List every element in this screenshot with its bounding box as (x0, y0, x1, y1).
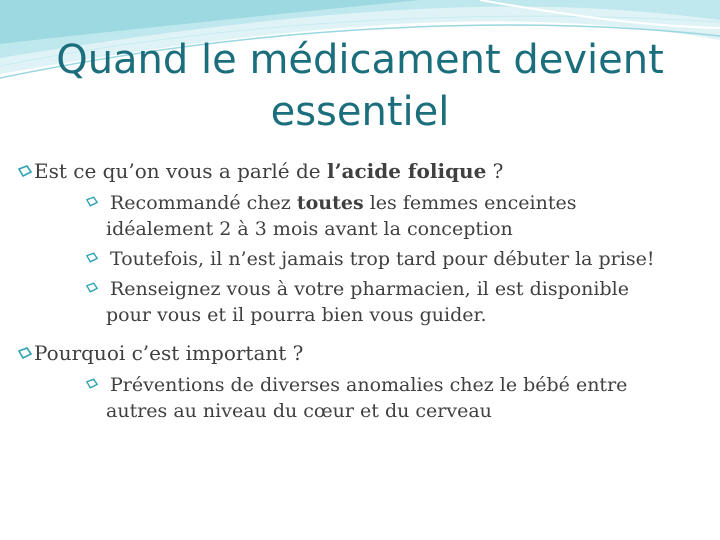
sub-bullet-renseignez (12, 276, 712, 328)
slide-title-line-1: Quand le médicament devient (56, 37, 664, 83)
sub-bullet-continuation: autres au niveau du cœur et du cerveau (106, 400, 492, 422)
sub-bullet-text: Renseignez vous à votre pharmacien, il est disponible (110, 278, 629, 300)
sub-bullet-text-end: les femmes enceintes (363, 192, 577, 214)
bullet-bold-text: l’acide folique (326, 159, 487, 183)
slide-body (12, 158, 712, 428)
bullet-acide-folique (12, 158, 712, 184)
bullet-text: Pourquoi c’est important ? (34, 341, 304, 365)
tilted-square-bullet-icon (18, 165, 32, 177)
sub-bullet-preventions (12, 372, 712, 424)
tilted-square-bullet-icon (86, 252, 98, 263)
sub-bullet-text: Préventions de diverses anomalies chez le bébé entre (110, 374, 628, 396)
sub-bullet-continuation: pour vous et il pourra bien vous guider. (106, 304, 487, 326)
sub-bullet-text: Toutefois, il n’est jamais trop tard pour débuter la prise! (110, 248, 655, 270)
bullet-text-end: ? (486, 159, 504, 183)
tilted-square-bullet-icon (18, 347, 32, 359)
sub-bullet-recommande (12, 190, 712, 242)
slide-title-line-2: essentiel (270, 89, 450, 135)
sub-bullet-text: Recommandé chez (110, 192, 297, 214)
sub-bullet-toutefois (12, 246, 712, 272)
tilted-square-bullet-icon (86, 378, 98, 389)
sub-bullet-bold-text: toutes (296, 192, 364, 214)
tilted-square-bullet-icon (86, 196, 98, 207)
tilted-square-bullet-icon (86, 282, 98, 293)
bullet-text: Est ce qu’on vous a parlé de (34, 159, 327, 183)
slide-title (20, 34, 700, 138)
bullet-pourquoi (12, 340, 712, 366)
sub-bullet-continuation: idéalement 2 à 3 mois avant la conception (106, 218, 513, 240)
